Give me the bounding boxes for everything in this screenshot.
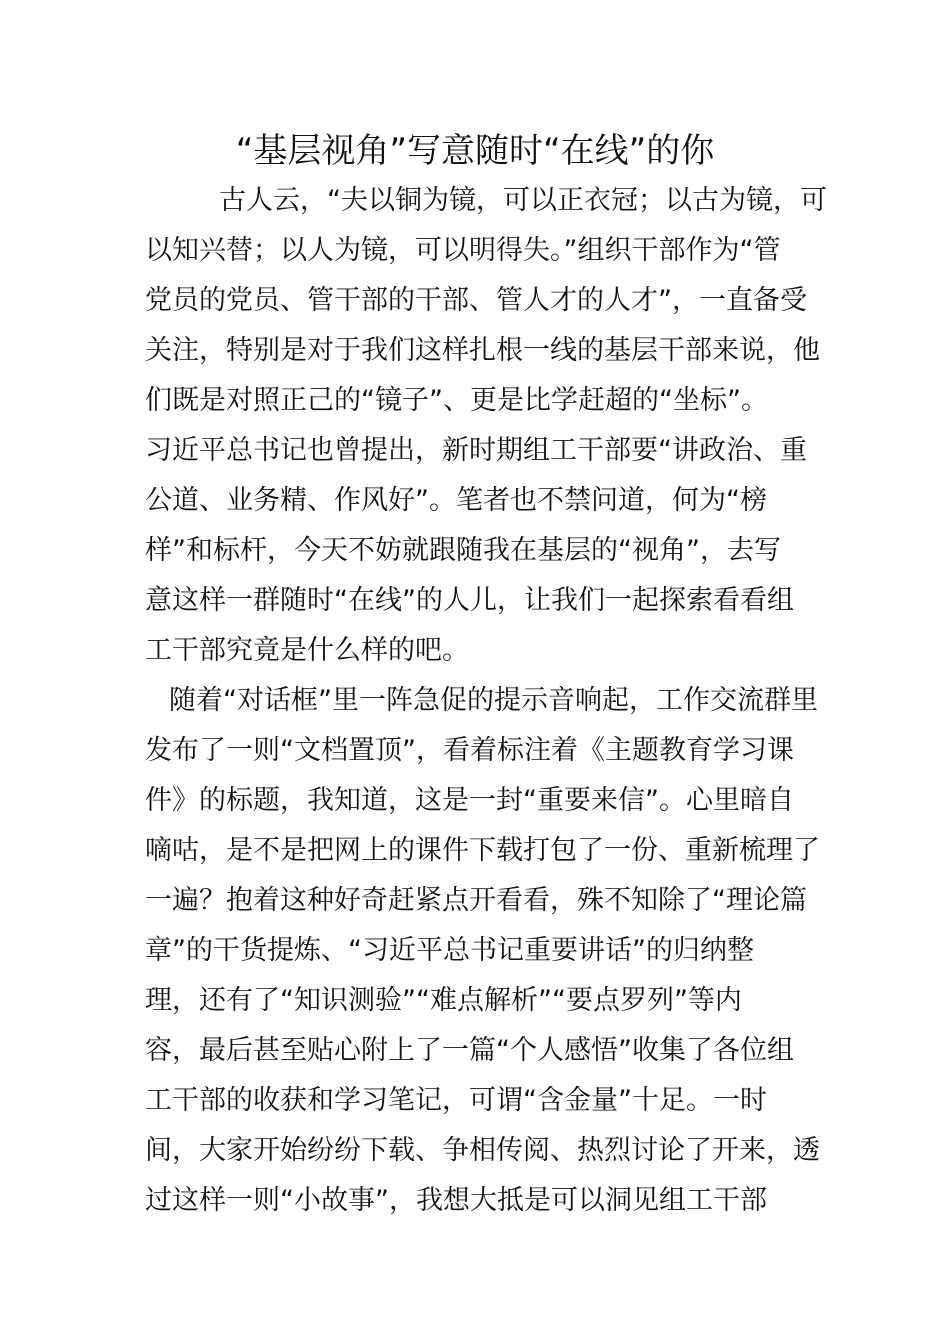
- text-line: 发布了一则“文档置顶”，看着标注着《主题教育学习课: [145, 735, 794, 766]
- text-line: 随着“对话框”里一阵急促的提示音响起，工作交流群里: [169, 685, 818, 716]
- text-line: 嘀咕，是不是把网上的课件下载打包了一份、重新梳理了: [145, 835, 820, 866]
- paragraph-1: [145, 176, 827, 676]
- text-line: 章”的干货提炼、“习近平总书记重要讲话”的归纳整: [145, 935, 754, 966]
- text-line: 以知兴替；以人为镜，可以明得失。”组织干部作为“管: [145, 235, 781, 266]
- text-line: 间，大家开始纷纷下载、争相传阅、热烈讨论了开来，透: [145, 1135, 820, 1166]
- text-line: 公道、业务精、作风好”。笔者也不禁问道，何为“榜: [145, 485, 767, 516]
- text-line: 习近平总书记也曾提出，新时期组工干部要“讲政治、重: [145, 435, 807, 466]
- text-line: 工干部的收获和学习笔记，可谓“含金量”十足。一时: [145, 1085, 767, 1116]
- document-title: “基层视角”写意随时“在线”的你: [235, 131, 715, 171]
- text-line: 工干部究竟是什么样的吧。: [145, 635, 469, 666]
- text-line: 意这样一群随时“在线”的人儿，让我们一起探索看看组: [145, 585, 794, 616]
- text-line: 党员的党员、管干部的干部、管人才的人才”，一直备受: [145, 285, 807, 316]
- text-line: 古人云，“夫以铜为镜，可以正衣冠；以古为镜，可: [219, 185, 827, 216]
- text-line: 样”和标杆，今天不妨就跟随我在基层的“视角”，去写: [145, 535, 781, 566]
- text-line: 件》的标题，我知道，这是一封“重要来信”。心里暗自: [145, 785, 794, 816]
- text-line: 们既是对照正己的“镜子”、更是比学赶超的“坐标”。: [145, 385, 768, 416]
- text-line: 一遍？抱着这种好奇赶紧点开看看，殊不知除了“理论篇: [145, 885, 807, 916]
- paragraph-2: [145, 676, 820, 1226]
- text-line: 过这样一则“小故事”，我想大抵是可以洞见组工干部: [145, 1185, 767, 1216]
- text-line: 关注，特别是对于我们这样扎根一线的基层干部来说，他: [145, 335, 820, 366]
- text-line: 理，还有了“知识测验”“难点解析”“要点罗列”等内: [145, 985, 742, 1016]
- text-line: 容，最后甚至贴心附上了一篇“个人感悟”收集了各位组: [145, 1035, 794, 1066]
